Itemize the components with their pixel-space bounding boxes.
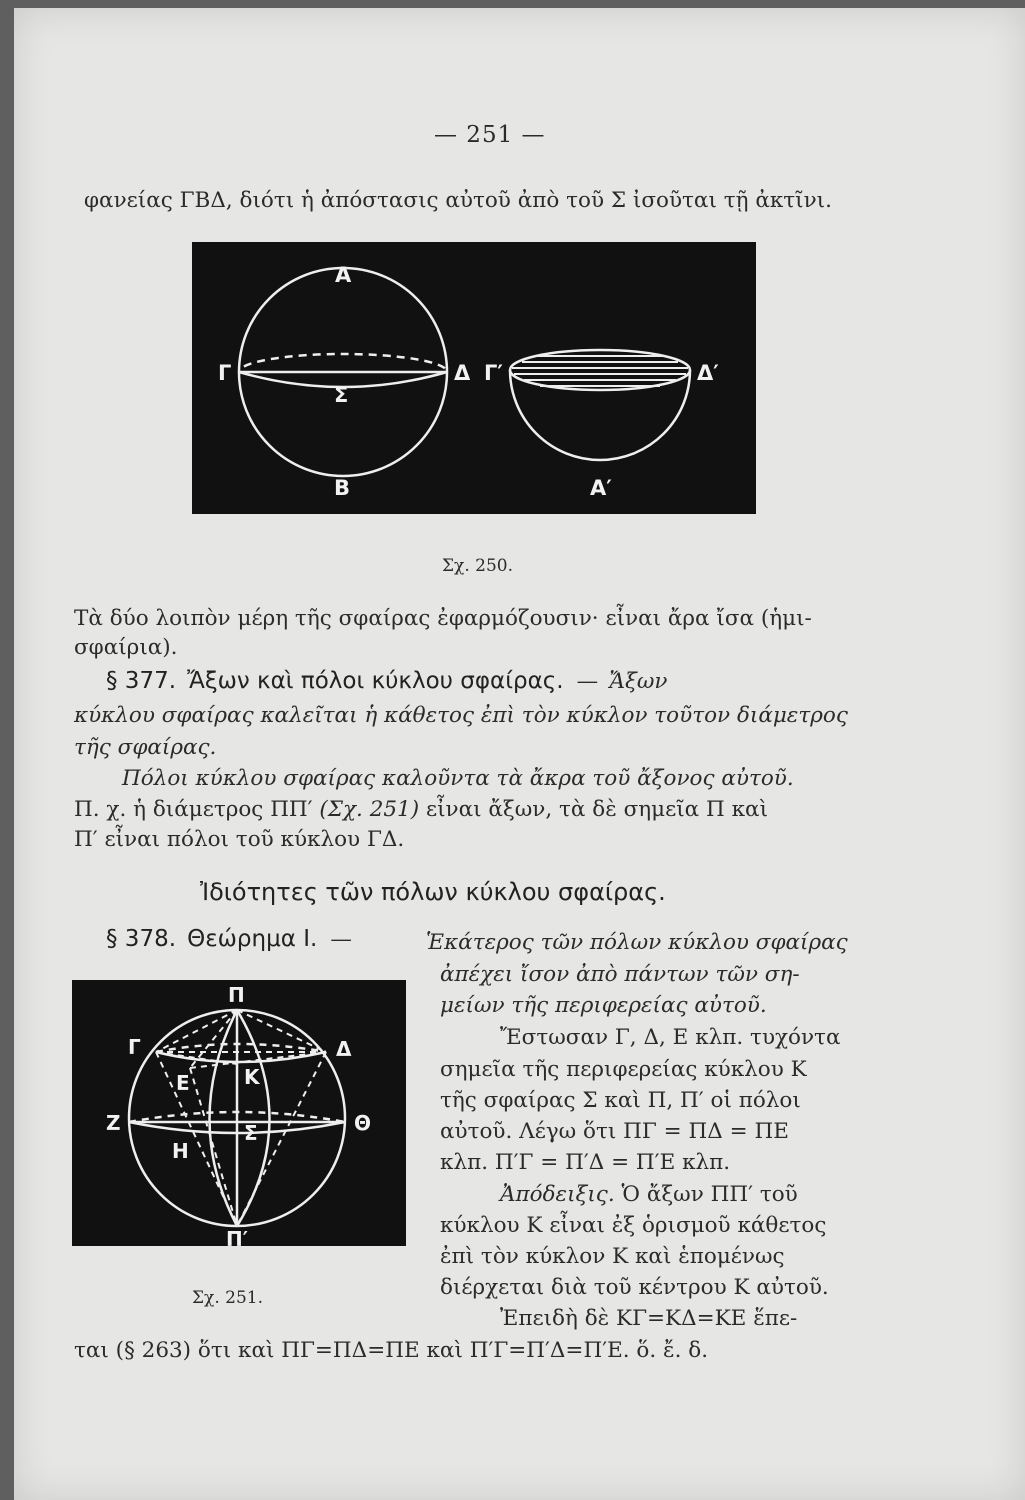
figure-251-caption: Σχ. 251. — [192, 1288, 263, 1308]
label-E: Ε — [176, 1071, 190, 1095]
figure-250 — [192, 242, 756, 514]
text-line: Πόλοι κύκλου σφαίρας καλοῦντα τὰ ἄκρα τοῦ ἄξονος αὐτοῦ. — [122, 766, 794, 791]
label-A: Α — [335, 263, 352, 287]
text-line: σφαίρια). — [74, 635, 178, 660]
label-P: Π — [228, 983, 245, 1007]
label-K: Κ — [244, 1065, 260, 1089]
text-line — [500, 1182, 798, 1207]
text-span: Ὁ ἄξων ΠΠ′ τοῦ — [614, 1182, 798, 1207]
text-line: Π′ εἶναι πόλοι τοῦ κύκλου ΓΔ. — [74, 827, 405, 852]
label-A2: Α′ — [590, 476, 612, 500]
text-line: κύκλου Κ εἶναι ἐξ ὁρισμοῦ κάθετος — [440, 1213, 827, 1238]
text-line: ται (§ 263) ὅτι καὶ ΠΓ=ΠΔ=ΠΕ καὶ Π′Γ=Π′Δ=Π′Ε. ὅ. ἔ. δ. — [74, 1338, 709, 1363]
small-circle-back — [156, 1044, 326, 1052]
section-377-heading — [106, 668, 667, 694]
text-line: τῆς σφαίρας Σ καὶ Π, Π′ οἱ πόλοι — [440, 1088, 801, 1113]
figure-250-drawing — [192, 242, 756, 514]
text-line: τῆς σφαίρας. — [74, 735, 217, 760]
label-B: Β — [334, 476, 351, 500]
section-title: Θεώρημα Ι. — [187, 926, 318, 952]
figure-251 — [72, 980, 406, 1246]
text-span: Π. χ. ἡ διάμετρος ΠΠ′ — [74, 797, 320, 822]
label-TH: Θ — [354, 1111, 372, 1135]
label-S: Σ — [244, 1121, 258, 1145]
book-page — [14, 8, 1025, 1500]
text-line: διέρχεται διὰ τοῦ κέντρου Κ αὐτοῦ. — [440, 1275, 829, 1300]
text-line: κλπ. Π′Γ = Π′Δ = Π′Ε κλπ. — [440, 1150, 731, 1175]
section-number: § 377. — [106, 668, 177, 694]
dash: — — [576, 669, 599, 694]
text-line: σημεῖα τῆς περιφερείας κύκλου Κ — [440, 1057, 807, 1082]
text-span: εἶναι ἄξων, τὰ δὲ σημεῖα Π καὶ — [419, 797, 768, 822]
dash: — — [330, 927, 352, 952]
label-G2: Γ′ — [484, 361, 503, 385]
label-G: Γ — [218, 361, 232, 385]
label-D2: Δ′ — [697, 361, 719, 385]
label-D: Δ — [336, 1037, 352, 1061]
label-P2: Π′ — [226, 1227, 249, 1246]
page-number: — 251 — — [434, 122, 546, 148]
proof-label: Ἀπόδειξις. — [500, 1182, 615, 1207]
label-G: Γ — [128, 1035, 141, 1059]
section-378-heading — [106, 926, 352, 952]
definition-start: Ἄξων — [609, 669, 668, 694]
text-line: κύκλου σφαίρας καλεῖται ἡ κάθετος ἐπὶ τὸν κύκλον τοῦτον διάμετρος — [74, 703, 848, 728]
small-circle-front — [156, 1052, 326, 1062]
label-H: Η — [172, 1139, 189, 1163]
section-number: § 378. — [106, 926, 177, 952]
text-line: αὐτοῦ. Λέγω ὅτι ΠΓ = ΠΔ = ΠΕ — [440, 1119, 789, 1144]
text-line: Ἐπειδὴ δὲ ΚΓ=ΚΔ=ΚΕ ἕπε- — [500, 1306, 798, 1331]
label-Z: Ζ — [106, 1111, 121, 1135]
text-line: φανείας ΓΒΔ, διότι ἡ ἀπόστασις αὐτοῦ ἀπὸ τοῦ Σ ἰσοῦται τῇ ἀκτῖνι. — [84, 188, 832, 213]
text-line: ἐπὶ τὸν κύκλον Κ καὶ ἑπομένως — [440, 1244, 785, 1269]
text-line — [74, 797, 768, 822]
figure-251-drawing — [72, 980, 406, 1246]
label-S: Σ — [334, 383, 349, 407]
figure-ref: (Σχ. 251) — [319, 797, 420, 822]
properties-heading: Ἰδιότητες τῶν πόλων κύκλου σφαίρας. — [200, 878, 666, 906]
text-line: Τὰ δύο λοιπὸν μέρη τῆς σφαίρας ἐφαρμόζουσιν· εἶναι ἄρα ἴσα (ἡμι- — [74, 606, 812, 631]
figure-250-caption: Σχ. 250. — [442, 556, 513, 576]
theorem-line: Ἑκάτερος τῶν πόλων κύκλου σφαίρας — [426, 930, 848, 955]
text-line: Ἔστωσαν Γ, Δ, Ε κλπ. τυχόντα — [500, 1025, 841, 1050]
meridian-left — [210, 1010, 238, 1226]
theorem-line: μείων τῆς περιφερείας αὐτοῦ. — [440, 993, 767, 1018]
theorem-line: ἀπέχει ἴσον ἀπὸ πάντων τῶν ση- — [440, 962, 800, 987]
section-title: Ἄξων καὶ πόλοι κύκλου σφαίρας. — [187, 668, 564, 694]
label-D: Δ — [454, 361, 471, 385]
